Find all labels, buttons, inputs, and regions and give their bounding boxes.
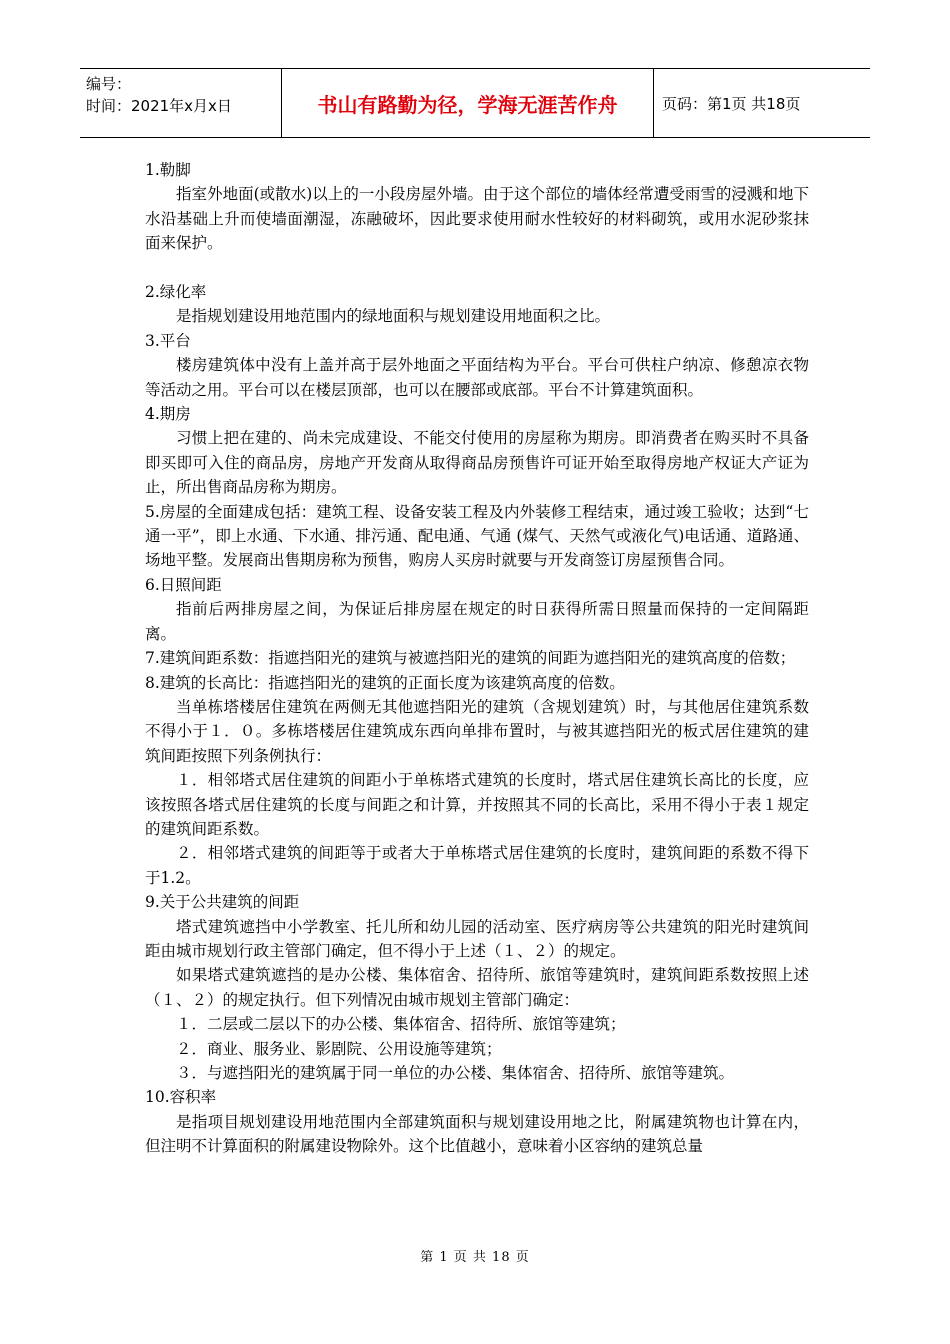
paragraph: 2.绿化率 (145, 283, 207, 302)
header-motto: 书山有路勤为径，学海无涯苦作舟 (281, 69, 654, 137)
paragraph: 楼房建筑体中没有上盖并高于层外地面之平面结构为平台。平台可供柱户纳凉、修憩凉衣物等活动之用。平台可以在楼层顶部，也可以在腰部或底部。平台不计算建筑面积。 (145, 356, 809, 399)
paragraph: 5.房屋的全面建成包括：建筑工程、设备安装工程及内外装修工程结束，通过竣工验收；达到“七通一平”，即上水通、下水通、排污通、配电通、气通 (煤气、天然气或液化气)电话通、道路通、场地平整。发展商出售期房称为预售，购房人买房时就要与开发商签订房屋预售合同。 (145, 502, 809, 570)
document-header (80, 68, 870, 138)
paragraph: 6.日照间距 (145, 575, 222, 594)
header-page-info: 页码：第1页 共18页 (662, 94, 801, 113)
paragraph: 当单栋塔楼居住建筑在两侧无其他遮挡阳光的建筑（含规划建筑）时，与其他居住建筑系数不得小于１．０。多栋塔楼居住建筑成东西向单排布置时，与被其遮挡阳光的板式居住建筑的建筑间距按照下列条例执行： (145, 697, 809, 765)
paragraph: 8.建筑的长高比：指遮挡阳光的建筑的正面长度为该建筑高度的倍数。 (145, 673, 625, 692)
paragraph: １．二层或二层以下的办公楼、集体宿舍、招待所、旅馆等建筑； (176, 1015, 626, 1034)
paragraph: 塔式建筑遮挡中小学教室、托儿所和幼儿园的活动室、医疗病房等公共建筑的阳光时建筑间距由城市规划行政主管部门确定，但不得小于上述（１、２）的规定。 (145, 917, 809, 960)
paragraph: 如果塔式建筑遮挡的是办公楼、集体宿舍、招待所、旅馆等建筑时，建筑间距系数按照上述（１、２）的规定执行。但下列情况由城市规划主管部门确定： (145, 966, 809, 1009)
paragraph: 3.平台 (145, 331, 191, 350)
document-body (145, 158, 809, 1159)
paragraph: 指前后两排房屋之间，为保证后排房屋在规定的时日获得所需日照量而保持的一定间隔距离。 (145, 600, 809, 643)
header-meta (80, 69, 281, 137)
blank-line (145, 256, 809, 280)
paragraph: ２．商业、服务业、影剧院、公用设施等建筑； (176, 1039, 502, 1058)
paragraph: 10.容积率 (145, 1088, 217, 1107)
paragraph: ２．相邻塔式建筑的间距等于或者大于单栋塔式居住建筑的长度时，建筑间距的系数不得下于1.2。 (145, 844, 809, 887)
paragraph: 9.关于公共建筑的间距 (145, 893, 300, 912)
paragraph: 是指规划建设用地范围内的绿地面积与规划建设用地面积之比。 (176, 307, 611, 326)
paragraph: １．相邻塔式居住建筑的间距小于单栋塔式建筑的长度时，塔式居住建筑长高比的长度，应该按照各塔式居住建筑的长度与间距之和计算，并按照其不同的长高比，采用不得小于表１规定的建筑间距系数。 (145, 771, 809, 838)
paragraph: 指室外地面(或散水)以上的一小段房屋外墙。由于这个部位的墙体经常遭受雨雪的浸溅和地下水沿基础上升而使墙面潮湿，冻融破坏，因此要求使用耐水性较好的材料砌筑，或用水泥砂浆抹面来保护。 (145, 185, 809, 253)
paragraph: ３．与遮挡阳光的建筑属于同一单位的办公楼、集体宿舍、招待所、旅馆等建筑。 (176, 1064, 735, 1083)
paragraph: 习惯上把在建的、尚未完成建设、不能交付使用的房屋称为期房。即消费者在购买时不具备即买即可入住的商品房，房地产开发商从取得商品房预售许可证开始至取得房地产权证大产证为止，所出售商品房称为期房。 (145, 429, 809, 497)
paragraph: 4.期房 (145, 405, 191, 424)
paragraph: 1.勒脚 (145, 161, 191, 179)
paragraph: 是指项目规划建设用地范围内全部建筑面积与规划建设用地之比，附属建筑物也计算在内，但注明不计算面积的附属建设物除外。这个比值越小，意味着小区容纳的建筑总量 (145, 1112, 809, 1156)
paragraph: 7.建筑间距系数：指遮挡阳光的建筑与被遮挡阳光的建筑的间距为遮挡阳光的建筑高度的倍数； (145, 649, 796, 668)
page-footer: 第 1 页 共 18 页 (420, 1250, 530, 1265)
time-label: 时间：2021年x月x日 (86, 97, 232, 115)
number-label: 编号： (86, 75, 132, 93)
